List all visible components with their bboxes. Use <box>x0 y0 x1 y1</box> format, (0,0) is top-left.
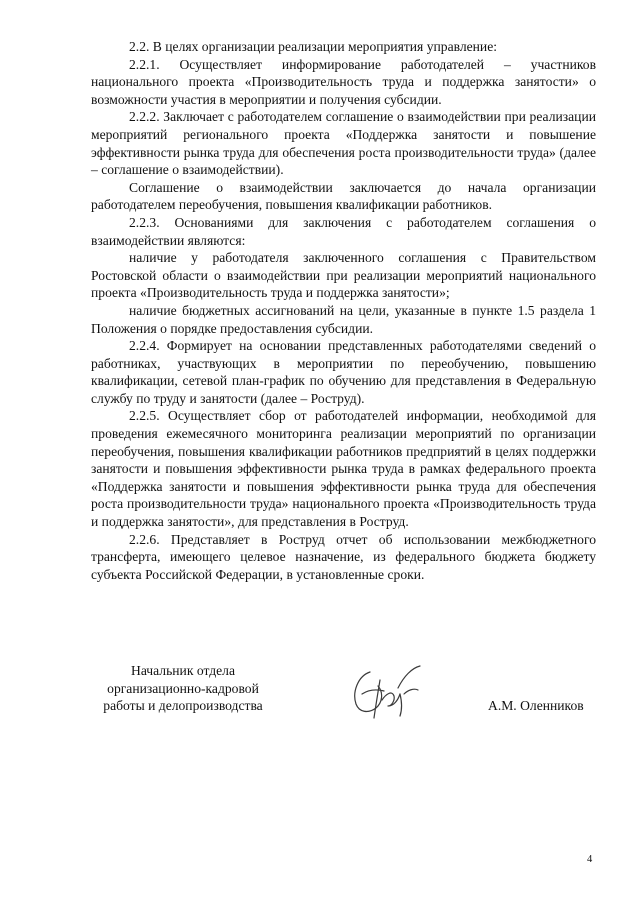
signatory-title-line: Начальник отдела <box>131 663 235 678</box>
paragraph-2-2-2: 2.2.2. Заключает с работодателем соглашение о взаимодействии при реализации мероприятий регионального проекта «Поддержка занятости и повышение эффективности рынка труда для обеспечения роста производительности труда» (далее – соглашение о взаимодействии). <box>91 109 596 178</box>
paragraph-agreement-timing: Соглашение о взаимодействии заключается до начала организации работодателем переобучения, повышения квалификации работников. <box>91 179 596 213</box>
handwritten-signature <box>348 660 426 722</box>
paragraph-2-2: 2.2. В целях организации реализации мероприятия управление: <box>129 39 498 54</box>
paragraph-condition-agreement: наличие у работодателя заключенного соглашения с Правительством Ростовской области о взаимодействии при реализации мероприятий национального проекта «Производительность труда и поддержка занятости»; <box>91 250 596 301</box>
paragraph-2-2-4: 2.2.4. Формирует на основании представленных работодателями сведений о работниках, участвующих в мероприятии по переобучению, повышению квалификации, сетевой план-график по обучению для представления в Федеральную службу по труду и занятости (далее – Роструд). <box>91 338 596 406</box>
signatory-title <box>88 662 278 715</box>
paragraph-2-2-5: 2.2.5. Осуществляет сбор от работодателей информации, необходимой для проведения ежемесячного мониторинга реализации мероприятий по организации переобучения, повышения квалификации работников предприятий в целях поддержки занятости и повышения эффективности рынка труда в рамках федерального проекта «Поддержка занятости и повышения эффективности рынка труда для обеспечения роста производительности труда» национального проекта «Производительность труда и поддержка занятости», для представления в Роструд. <box>91 408 596 530</box>
signatory-title-line: работы и делопроизводства <box>103 698 263 714</box>
signatory-name: А.М. Оленников <box>488 698 584 713</box>
page-number: 4 <box>587 854 593 865</box>
paragraph-2-2-1: 2.2.1. Осуществляет информирование работодателей – участников национального проекта «Производительность труда и поддержка занятости» о возможности участия в мероприятии и получения субсидии. <box>91 56 596 107</box>
paragraph-2-2-3: 2.2.3. Основаниями для заключения с работодателем соглашения о взаимодействии являются: <box>91 214 596 248</box>
paragraph-condition-budget: наличие бюджетных ассигнований на цели, указанные в пункте 1.5 раздела 1 Положения о порядке предоставления субсидии. <box>91 302 596 336</box>
signatory-title-line: организационно-кадровой <box>107 680 259 696</box>
paragraph-2-2-6: 2.2.6. Представляет в Роструд отчет об использовании межбюджетного трансферта, имеющего целевое назначение, из федерального бюджета бюджету субъекта Российской Федерации, в установленные сроки. <box>91 531 596 582</box>
document-body <box>91 38 596 583</box>
